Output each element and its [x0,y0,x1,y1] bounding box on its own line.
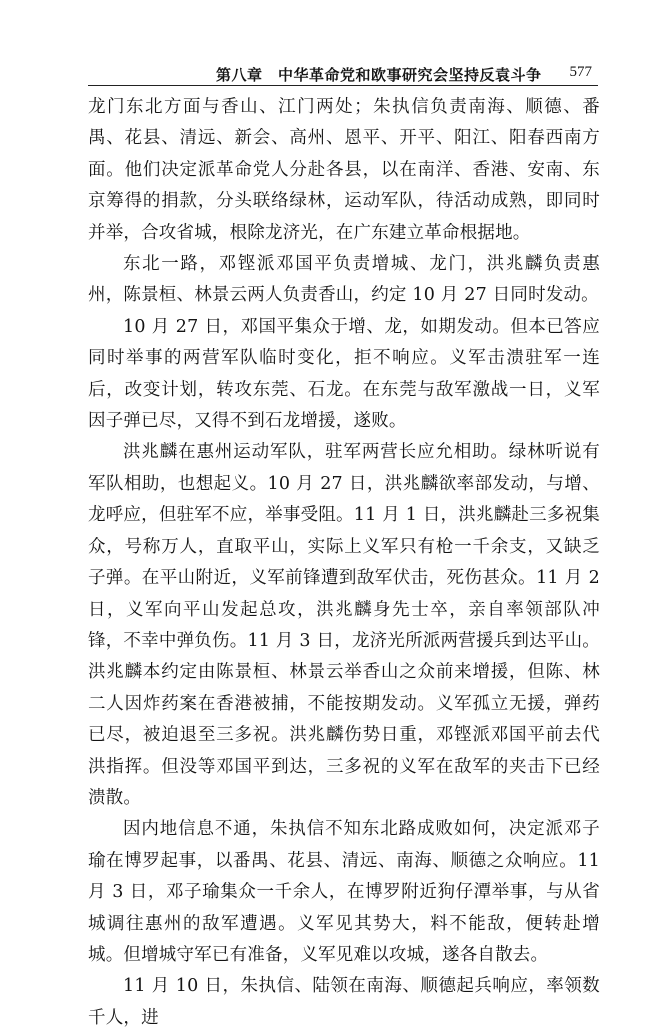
paragraph-hong-zhaolin-huizhou: 洪兆麟在惠州运动军队，驻军两营长应允相助。绿林听说有军队相助，也想起义。10 月 27 日，洪兆麟欲率部发动，与增、龙呼应，但驻军不应，举事受阻。11 月 1 日，洪兆麟赴三多祝集众，号称万人，直取平山，实际上义军只有枪一千余支，又缺乏子弹。在平山附近，义军前锋遭到敌军伏击，死伤甚众。11 月 2 日，义军向平山发起总攻，洪兆麟身先士卒，亲自率领部队冲锋，不幸中弹负伤。11 月 3 日，龙济光所派两营援兵到达平山。洪兆麟本约定由陈景桓、林景云举香山之众前来增援，但陈、林二人因炸药案在香港被捕，不能按期发动。义军孤立无援，弹药已尽，被迫退至三多祝。洪兆麟伤势日重，邓铿派邓国平前去代洪指挥。但没等邓国平到达，三多祝的义军在敌军的夹击下已经溃散。 [88,442,600,808]
paragraph-deng-ziyu-boluo: 因内地信息不通，朱执信不知东北路成败如何，决定派邓子瑜在博罗起事，以番禺、花县、清远、南海、顺德之众响应。11 月 3 日，邓子瑜集众一千余人，在博罗附近狗仔潭举事，与从省城调往惠州的敌军遭遇。义军见其势大，料不能敌，便转赴增城。但增城守军已有准备，义军见难以攻城，遂各自散去。 [88,819,600,965]
body-text [88,92,600,1034]
running-header [88,58,598,86]
paragraph-continuation: 龙门东北方面与香山、江门两处；朱执信负责南海、顺德、番禺、花县、清远、新会、高州、恩平、开平、阳江、阳春西南方面。他们决定派革命党人分赴各县，以在南洋、香港、安南、东京筹得的捐款，分头联络绿林，运动军队，待活动成熟，即同时并举，合攻省城，根除龙济光，在广东建立革命根据地。 [88,97,600,243]
paragraph-deng-guoping-uprising: 10 月 27 日，邓国平集众于增、龙，如期发动。但本已答应同时举事的两营军队临时变化，拒不响应。义军击溃驻军一连后，改变计划，转攻东莞、石龙。在东莞与敌军激战一日，义军因子弹已尽，又得不到石龙增援，遂败。 [88,316,600,432]
paragraph-northeast-route: 东北一路，邓铿派邓国平负责增城、龙门，洪兆麟负责惠州，陈景桓、林景云两人负责香山，约定 10 月 27 日同时发动。 [88,254,600,306]
chapter-title: 第八章 中华革命党和欧事研究会坚持反袁斗争 [216,66,542,84]
page-number: 577 [569,64,592,80]
paragraph-zhu-zhixin-nanhai: 11 月 10 日，朱执信、陆领在南海、顺德起兵响应，率领数千人，进 [88,976,600,1028]
header-rule [88,85,598,86]
